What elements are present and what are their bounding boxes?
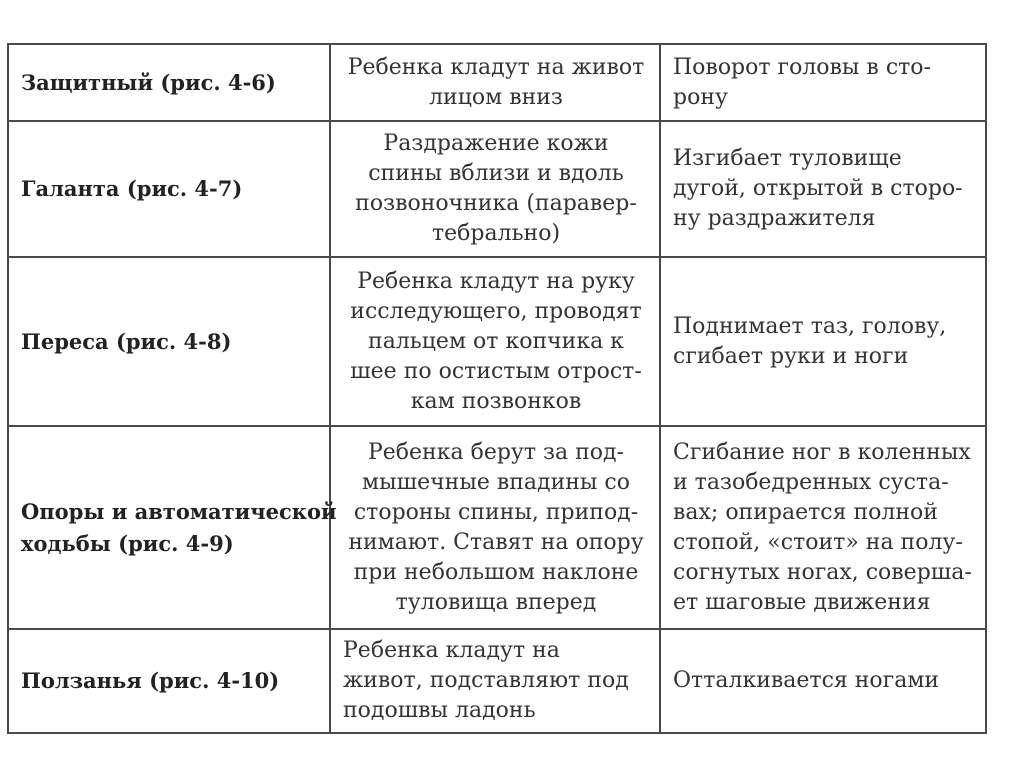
response-line: и тазобедренных суста- <box>673 469 949 495</box>
stimulus-line: позвоночника (паравер- <box>355 191 637 216</box>
table-row <box>8 257 986 426</box>
stimulus-line: Ребенка кладут на живот <box>347 54 645 80</box>
stimulus-line: пальцем от копчика к <box>368 328 624 354</box>
response-cell <box>660 426 986 629</box>
table-row <box>8 121 986 257</box>
response-line: Отталкивается ногами <box>673 668 940 693</box>
reflex-name-cell <box>8 257 330 426</box>
stimulus-line: при небольшом наклоне <box>353 559 639 585</box>
reflex-table <box>7 43 987 734</box>
stimulus-cell <box>330 121 660 257</box>
response-cell <box>660 257 986 426</box>
stimulus-line: Ребенка кладут на <box>343 638 560 663</box>
stimulus-line: исследующего, проводят <box>350 298 642 324</box>
stimulus-line: живот, подставляют под <box>343 668 629 693</box>
stimulus-line: кам позвонков <box>410 388 582 414</box>
stimulus-line: нимают. Ставят на опору <box>348 529 644 555</box>
response-cell <box>660 629 986 733</box>
stimulus-cell <box>330 257 660 426</box>
response-line: вах; опирается полной <box>673 499 938 525</box>
reflex-name: Ползанья (рис. 4-10) <box>21 668 280 693</box>
reflex-name-line: ходьбы (рис. 4-9) <box>21 530 234 556</box>
response-line: дугой, открытой в сторо- <box>673 176 963 201</box>
reflex-name-cell <box>8 121 330 257</box>
reflex-name-line: Опоры и автоматической <box>21 498 337 524</box>
stimulus-line: лицом вниз <box>429 84 563 110</box>
stimulus-line: подошвы ладонь <box>343 698 536 723</box>
table-row <box>8 426 986 629</box>
response-line: сгибает руки и ноги <box>673 343 909 369</box>
response-cell <box>660 44 986 121</box>
response-cell <box>660 121 986 257</box>
stimulus-line: мышечные впадины со <box>362 469 630 495</box>
response-line: стопой, «стоит» на полу- <box>673 529 963 555</box>
response-line: Изгибает туловище <box>673 146 902 171</box>
stimulus-cell <box>330 44 660 121</box>
stimulus-line: стороны спины, припод- <box>353 499 639 525</box>
stimulus-line: шее по остистым отрост- <box>350 358 642 384</box>
response-line: ет шаговые движения <box>673 589 931 615</box>
stimulus-line: тебрально) <box>431 221 561 246</box>
response-line: Поднимает таз, голову, <box>673 313 947 339</box>
response-line: согнутых ногах, соверша- <box>673 559 972 585</box>
stimulus-cell <box>330 629 660 733</box>
stimulus-line: туловища вперед <box>395 589 597 615</box>
stimulus-line: спины вблизи и вдоль <box>368 161 624 186</box>
reflex-name: Галанта (рис. 4-7) <box>21 176 243 201</box>
reflex-name-cell <box>8 629 330 733</box>
stimulus-line: Ребенка кладут на руку <box>357 268 635 294</box>
response-line: ну раздражителя <box>673 206 876 231</box>
stimulus-cell <box>330 426 660 629</box>
reflex-name: Переса (рис. 4-8) <box>21 328 232 354</box>
reflex-name: Защитный (рис. 4-6) <box>21 69 276 95</box>
table-row <box>8 44 986 121</box>
reflex-name-cell <box>8 44 330 121</box>
response-line: рону <box>673 84 728 110</box>
response-line: Сгибание ног в коленных <box>673 439 971 465</box>
stimulus-line: Раздражение кожи <box>383 131 609 156</box>
stimulus-line: Ребенка берут за под- <box>367 439 625 465</box>
table-row <box>8 629 986 733</box>
response-line: Поворот головы в сто- <box>673 54 931 80</box>
reflex-name-cell <box>8 426 337 629</box>
